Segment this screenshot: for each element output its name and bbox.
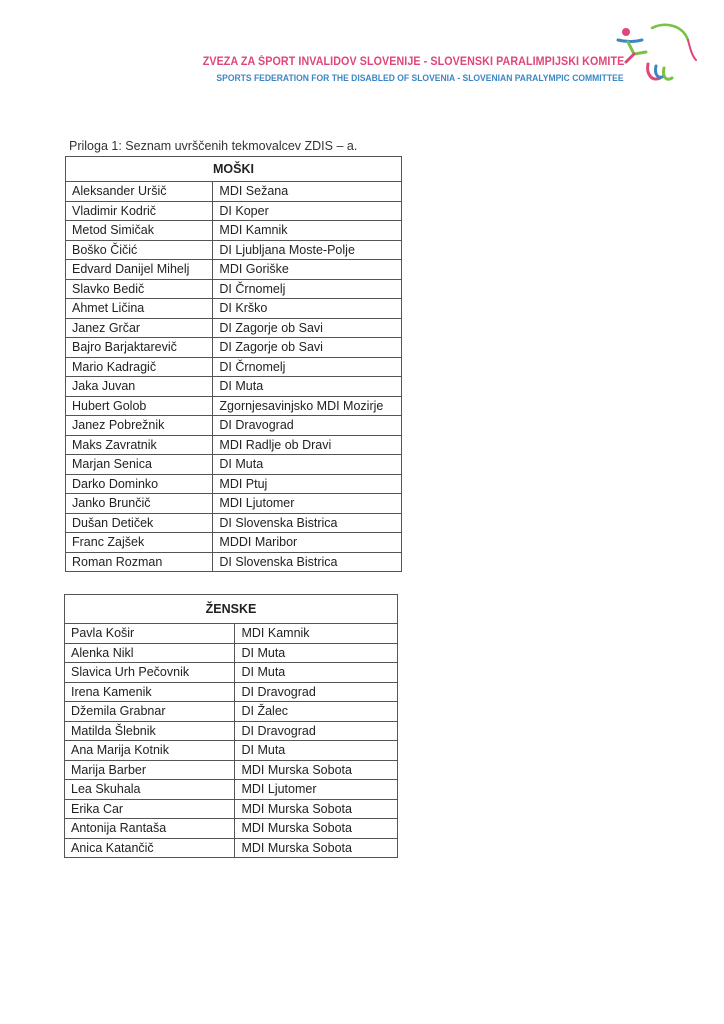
competitor-name: Slavica Urh Pečovnik: [65, 663, 235, 683]
competitor-name: Ahmet Ličina: [66, 299, 213, 319]
women-roster-table: [64, 594, 398, 858]
table-row: [66, 474, 402, 494]
club-name: DI Dravograd: [213, 416, 402, 436]
competitor-name: Matilda Šlebnik: [65, 721, 235, 741]
table-row: [66, 299, 402, 319]
competitor-name: Alenka Nikl: [65, 643, 235, 663]
competitor-name: Franc Zajšek: [66, 533, 213, 553]
club-name: MDI Ljutomer: [235, 780, 398, 800]
competitor-name: Jaka Juvan: [66, 377, 213, 397]
table-row: [66, 533, 402, 553]
club-name: MDI Kamnik: [213, 221, 402, 241]
men-table-header-row: [66, 157, 402, 182]
paralympic-figure-logo: [612, 18, 698, 90]
club-name: DI Koper: [213, 201, 402, 221]
club-name: MDI Murska Sobota: [235, 819, 398, 839]
competitor-name: Roman Rozman: [66, 552, 213, 572]
club-name: MDI Murska Sobota: [235, 799, 398, 819]
competitor-name: Mario Kadragič: [66, 357, 213, 377]
men-roster-table: [65, 156, 402, 572]
competitor-name: Vladimir Kodrič: [66, 201, 213, 221]
table-row: [65, 682, 398, 702]
club-name: Zgornjesavinjsko MDI Mozirje: [213, 396, 402, 416]
table-row: [65, 799, 398, 819]
club-name: DI Črnomelj: [213, 357, 402, 377]
competitor-name: Maks Zavratnik: [66, 435, 213, 455]
club-name: DI Zagorje ob Savi: [213, 318, 402, 338]
competitor-name: Janez Grčar: [66, 318, 213, 338]
table-row: [66, 279, 402, 299]
club-name: DI Ljubljana Moste-Polje: [213, 240, 402, 260]
table-row: [65, 643, 398, 663]
competitor-name: Janko Brunčič: [66, 494, 213, 514]
club-name: DI Dravograd: [235, 682, 398, 702]
table-row: [66, 494, 402, 514]
competitor-name: Antonija Rantaša: [65, 819, 235, 839]
club-name: DI Zagorje ob Savi: [213, 338, 402, 358]
club-name: DI Črnomelj: [213, 279, 402, 299]
club-name: DI Krško: [213, 299, 402, 319]
competitor-name: Irena Kamenik: [65, 682, 235, 702]
club-name: DI Muta: [235, 663, 398, 683]
competitor-name: Metod Simičak: [66, 221, 213, 241]
table-row: [66, 338, 402, 358]
competitor-name: Bajro Barjaktarevič: [66, 338, 213, 358]
club-name: MDI Ptuj: [213, 474, 402, 494]
club-name: DI Žalec: [235, 702, 398, 722]
club-name: MDI Murska Sobota: [235, 838, 398, 858]
table-row: [65, 780, 398, 800]
competitor-name: Darko Dominko: [66, 474, 213, 494]
table-row: [65, 741, 398, 761]
club-name: MDI Goriške: [213, 260, 402, 280]
table-row: [66, 435, 402, 455]
competitor-name: Dušan Detiček: [66, 513, 213, 533]
competitor-name: Edvard Danijel Mihelj: [66, 260, 213, 280]
org-name-english: SPORTS FEDERATION FOR THE DISABLED OF SLOVENIA - SLOVENIAN PARALYMPIC COMMITTEE: [216, 73, 624, 83]
men-table-heading: MOŠKI: [66, 157, 402, 182]
club-name: DI Muta: [213, 455, 402, 475]
table-row: [66, 240, 402, 260]
competitor-name: Marija Barber: [65, 760, 235, 780]
org-name-slovene: ZVEZA ZA ŠPORT INVALIDOV SLOVENIJE - SLOVENSKI PARALIMPIJSKI KOMITE: [202, 56, 624, 68]
competitor-name: Lea Skuhala: [65, 780, 235, 800]
table-row: [66, 377, 402, 397]
competitor-name: Aleksander Uršič: [66, 182, 213, 202]
club-name: MDDI Maribor: [213, 533, 402, 553]
club-name: MDI Murska Sobota: [235, 760, 398, 780]
club-name: MDI Ljutomer: [213, 494, 402, 514]
competitor-name: Pavla Košir: [65, 624, 235, 644]
table-row: [66, 552, 402, 572]
table-row: [66, 221, 402, 241]
table-row: [66, 396, 402, 416]
competitor-name: Marjan Senica: [66, 455, 213, 475]
club-name: DI Muta: [213, 377, 402, 397]
club-name: DI Dravograd: [235, 721, 398, 741]
competitor-name: Boško Čičić: [66, 240, 213, 260]
club-name: DI Slovenska Bistrica: [213, 552, 402, 572]
women-table-heading: ŽENSKE: [65, 595, 398, 624]
table-row: [65, 838, 398, 858]
table-row: [65, 624, 398, 644]
table-row: [65, 760, 398, 780]
club-name: DI Muta: [235, 741, 398, 761]
table-row: [66, 318, 402, 338]
table-row: [65, 663, 398, 683]
competitor-name: Ana Marija Kotnik: [65, 741, 235, 761]
competitor-name: Džemila Grabnar: [65, 702, 235, 722]
table-row: [66, 513, 402, 533]
women-table-header-row: [65, 595, 398, 624]
table-row: [66, 260, 402, 280]
table-row: [66, 416, 402, 436]
club-name: DI Slovenska Bistrica: [213, 513, 402, 533]
table-row: [65, 702, 398, 722]
competitor-name: Erika Car: [65, 799, 235, 819]
table-row: [66, 201, 402, 221]
competitor-name: Slavko Bedič: [66, 279, 213, 299]
competitor-name: Hubert Golob: [66, 396, 213, 416]
club-name: MDI Kamnik: [235, 624, 398, 644]
club-name: MDI Radlje ob Dravi: [213, 435, 402, 455]
table-row: [65, 721, 398, 741]
document-caption: Priloga 1: Seznam uvrščenih tekmovalcev ZDIS – a.: [69, 139, 358, 153]
table-row: [66, 455, 402, 475]
table-row: [65, 819, 398, 839]
table-row: [66, 357, 402, 377]
club-name: MDI Sežana: [213, 182, 402, 202]
competitor-name: Anica Katančič: [65, 838, 235, 858]
competitor-name: Janez Pobrežnik: [66, 416, 213, 436]
club-name: DI Muta: [235, 643, 398, 663]
table-row: [66, 182, 402, 202]
